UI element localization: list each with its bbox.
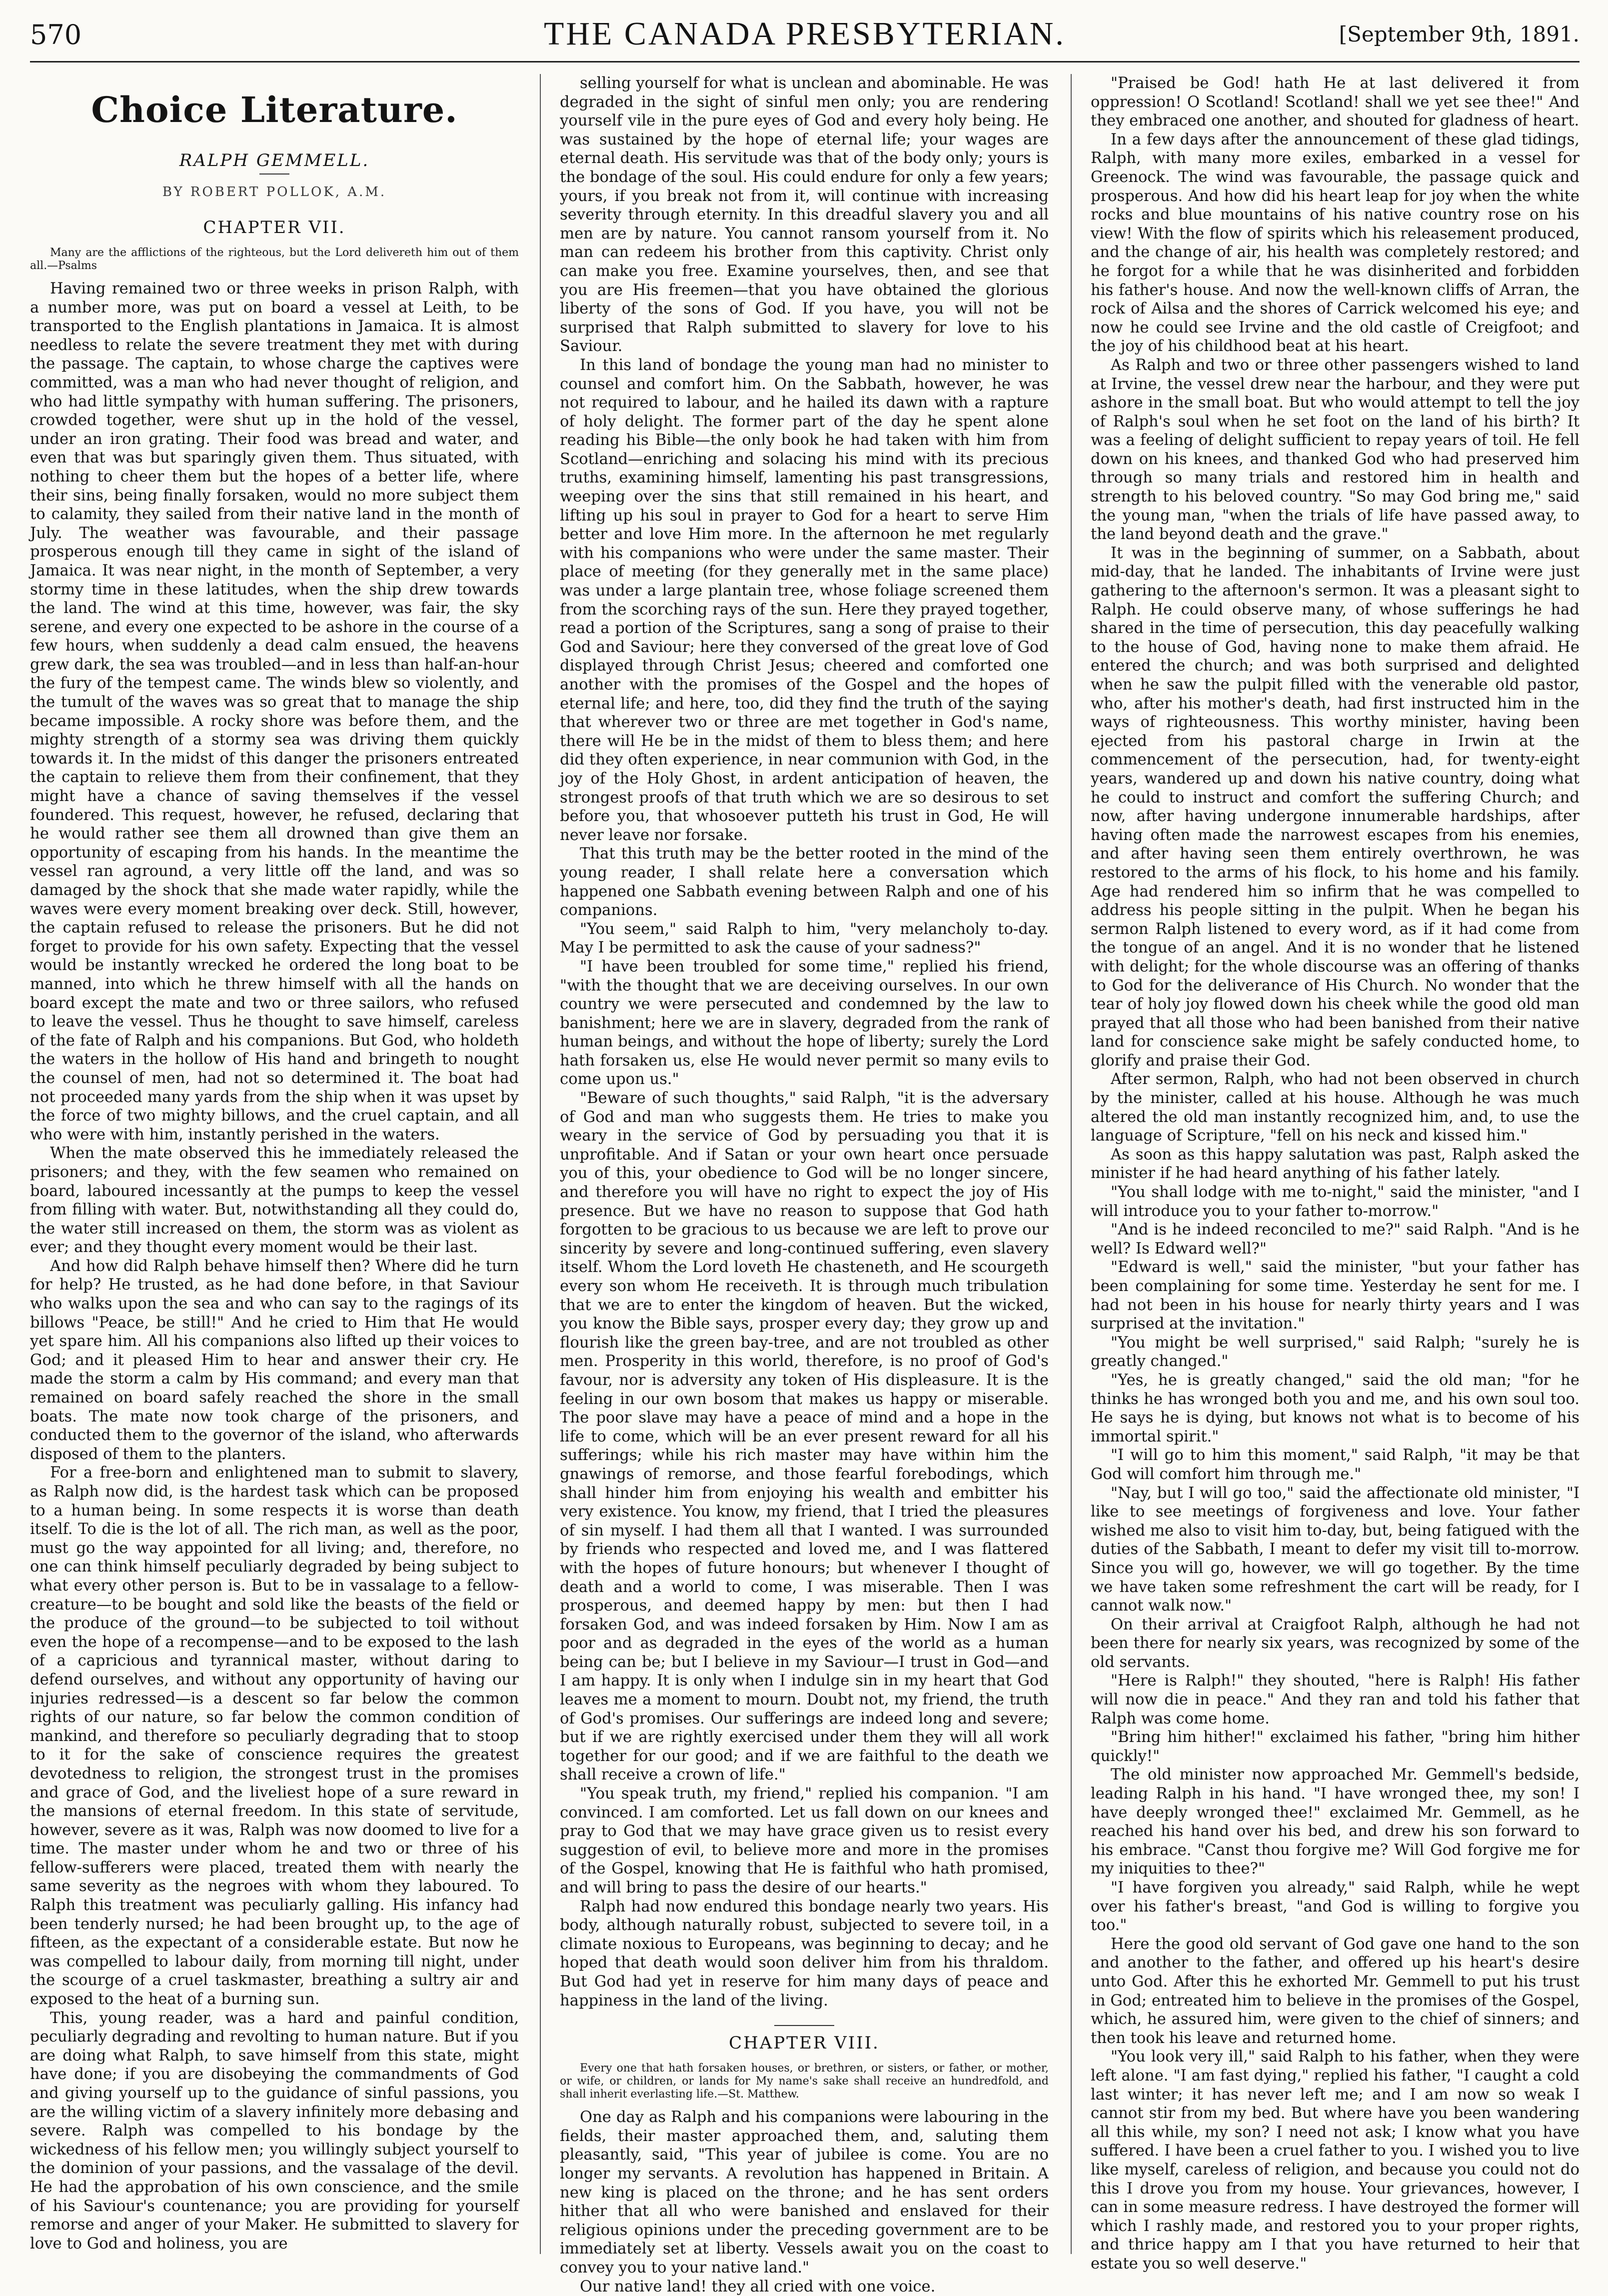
paragraph: "Beware of such thoughts," said Ralph, "it is the adversary of God and man who suggests them. He tries to make you weary in the service of God by persuading you that it is unprofitable. And if Satan or your own heart once persuade you of this, your obedience to God will be no longer sincere, and therefore you will have no right to expect the joy of His presence. But we have no reason to suppose that God hath forgotten to be gracious to us because we are left to prove our sincerity by severe and long-continued suffering, even slavery itself. Whom the Lord loveth He chasteneth, and He scourgeth every son whom He receiveth. It is through much tribulation that we are to enter the kingdom of heaven. But the wicked, you know the Bible says, prosper every day; they grow up and flourish like the green bay-tree, and are not troubled as other men. Prosperity in this world, therefore, is no proof of God's favour, nor is adversity any token of His displeasure. It is the feeling in our own bosom that makes us happy or miserable. The poor slave may have a peace of mind and a hope in the life to come, which will be an ever present reward for all his sufferings; while his rich master may have within him the gnawings of remorse, and those fearful forebodings, which shall hinder him from enjoying his wealth and embitter his very existence. You know, my friend, that I tried the pleasures of sin myself. I had them all that I wanted. I was surrounded by friends who respected and loved me, and I was flattered with the hopes of future honours; but whenever I thought of death and a world to come, I was miserable. Then I was prosperous, and deemed happy by men: but then I had forsaken God, and was indeed forsaken by Him. Now I am as poor and as degraded in the eyes of the world as a human being can be; but I believe in my Saviour—I trust in God—and I am happy. It is only when I indulge sin in my heart that God leaves me a moment to mourn. Doubt not, my friend, the truth of God's promises. Our sufferings are indeed long and severe; but if we are rightly exercised under them they will all work together for our good; and if we are faithful to the death we shall receive a crown of life." xyxy=(560,1089,1049,1784)
epigraph: Every one that hath forsaken houses, or brethren, or sisters, or father, or mother, or wife, or children, or lands for My name's sake shall receive an hundredfold, and shall inherit everlasting life.—St. Matthew. xyxy=(560,2062,1049,2101)
paragraph: "Praised be God! hath He at last delivered it from oppression! O Scotland! Scotland! shall we yet see thee!" And they embraced one another, and shouted for gladness of heart. xyxy=(1091,74,1580,130)
paragraph: "Here is Ralph!" they shouted, "here is Ralph! His father will now die in peace." And they ran and told his father that Ralph was come home. xyxy=(1091,1672,1580,1728)
section-title: Choice Literature. xyxy=(30,89,519,130)
byline: BY ROBERT POLLOK, A.M. xyxy=(30,184,519,200)
story-title: RALPH GEMMELL. xyxy=(30,150,519,170)
masthead-title: THE CANADA PRESBYTERIAN. xyxy=(30,15,1580,53)
newspaper-page xyxy=(30,15,1580,2265)
chapter-rule xyxy=(774,2025,834,2026)
paragraph: The old minister now approached Mr. Gemmell's bedside, leading Ralph in his hand. "I have wronged thee, my son! I have deeply wronged thee!" exclaimed Mr. Gemmell, as he reached his hand over his bed, and drew his son forward to his embrace. "Canst thou forgive me? Will God forgive me for my iniquities to thee?" xyxy=(1091,1766,1580,1878)
paragraph: selling yourself for what is unclean and abominable. He was degraded in the sight of sinful men only; you are rendering yourself vile in the pure eyes of God and every holy being. He was sustained by the hope of eternal life; your wages are eternal death. His servitude was that of the body only; yours is the bondage of the soul. His could endure for only a few years; yours, if you break not from it, will continue with increasing severity through eternity. In this dreadful slavery you and all men are by nature. You cannot ransom yourself from it. No man can redeem his brother from this captivity. Christ only can make you free. Examine yourselves, then, and see that you are His freemen—that you have obtained the glorious liberty of the sons of God. If you have, you will not be surprised that Ralph submitted to slavery for love to his Saviour. xyxy=(560,74,1049,356)
paragraph: "You might be well surprised," said Ralph; "surely he is greatly changed." xyxy=(1091,1334,1580,1371)
paragraph: "You look very ill," said Ralph to his father, when they were left alone. "I am fast dying," replied his father, "I caught a cold last winter; it has never left me; and I am now so weak I cannot stir from my bed. But where have you been wandering all this while, my son? I need not ask; I know what you have suffered. I have been a cruel father to you. I wished you to live like myself, careless of religion, and because you could not do this I drove you from my house. Your grievances, however, I can in some measure redress. I have destroyed the former will which I rashly made, and restored you to your proper rights, and thrice happy am I that you have returned to heir that estate you so well deserve." xyxy=(1091,2048,1580,2273)
paragraph: One day as Ralph and his companions were labouring in the fields, their master approached them, and, saluting them pleasantly, said, "This year of jubilee is come. You are no longer my servants. A revolution has happened in Britain. A new king is placed on the throne; and he has sent orders hither that all who were banished and enslaved for their religious opinions under the preceding government are to be immediately set at liberty. Vessels await you on the coast to convey you to your native land." xyxy=(560,2108,1049,2277)
paragraph: "I have been troubled for some time," replied his friend, "with the thought that we are deceiving ourselves. In our own country we were persecuted and condemned by the law to banishment; here we are in slavery, degraded from the rank of human beings, and without the hope of liberty; surely the Lord hath forsaken us, else He would never permit so many evils to come upon us." xyxy=(560,958,1049,1089)
paragraph: Here the good old servant of God gave one hand to the son and another to the father, and offered up his heart's desire unto God. After this he exhorted Mr. Gemmell to put his trust in God; entreated him to believe in the promises of the Gospel, which, he assured him, were given to the chief of sinners; and then took his leave and returned home. xyxy=(1091,1935,1580,2048)
paragraph: In this land of bondage the young man had no minister to counsel and comfort him. On the Sabbath, however, he was not required to labour, and he hailed its dawn with a rapture of holy delight. The former part of the day he spent alone reading his Bible—the only book he had taken with him from Scotland—enriching and solacing his mind with its precious truths, examining himself, lamenting his past transgressions, weeping over the sins that still remained in his heart, and lifting up his soul in prayer to God for a heart to serve Him better and love Him more. In the afternoon he met regularly with his companions who were under the same master. Their place of meeting (for they generally met in the same place) was under a large plantain tree, whose foliage screened them from the scorching rays of the sun. Here they prayed together, read a portion of the Scriptures, sang a song of praise to their God and Saviour; here they conversed of the great love of God displayed through Christ Jesus; cheered and comforted one another with the promises of the Gospel and the hopes of eternal life; and here, too, did they find the truth of the saying that wherever two or three are met together in God's name, there will He be in the midst of them to bless them; and here did they often experience, in near communion with God, in the joy of the Holy Ghost, in ardent anticipation of heaven, the strongest proofs of that truth which we are so desirous to set before you, that whosoever putteth his trust in God, He will never leave nor forsake. xyxy=(560,356,1049,844)
paragraph: "You shall lodge with me to-night," said the minister, "and I will introduce you to your father to-morrow." xyxy=(1091,1183,1580,1220)
paragraph: And how did Ralph behave himself then? Where did he turn for help? He trusted, as he had done before, in that Saviour who walks upon the sea and who can say to the ragings of its billows "Peace, be still!" And he cried to Him that He would yet spare him. All his companions also lifted up their voices to God; and it pleased Him to hear and answer their cry. He made the storm a calm by His command; and every man that remained on board safely reached the shore in the small boats. The mate now took charge of the prisoners, and conducted them to the governor of the island, who afterwards disposed of them to the planters. xyxy=(30,1257,519,1464)
column-1-body xyxy=(30,280,519,2253)
column-3-body xyxy=(1091,74,1580,2273)
paragraph: On their arrival at Craigfoot Ralph, although he had not been there for nearly six years, was recognized by some of the old servants. xyxy=(1091,1616,1580,1672)
issue-date: [September 9th, 1891. xyxy=(1339,22,1580,46)
paragraph: "Nay, but I will go too," said the affectionate old minister, "I like to see meetings of forgiveness and love. Your father wished me also to visit him to-day, but, being fatigued with the duties of the Sabbath, I meant to defer my visit till to-morrow. Since you will go, however, we will go together. By the time we have taken some refreshment the cart will be ready, for I cannot walk now." xyxy=(1091,1484,1580,1616)
page-number: 570 xyxy=(30,19,81,50)
paragraph: "And is he indeed reconciled to me?" said Ralph. "And is he well? Is Edward well?" xyxy=(1091,1220,1580,1258)
paragraph: For a free-born and enlightened man to submit to slavery, as Ralph now did, is the hardest task which can be proposed to a human being. In some respects it is worse than death itself. To die is the lot of all. The rich man, as well as the poor, must go the way appointed for all living; and, therefore, no one can think himself peculiarly degraded by being subject to what every other person is. But to be in vassalage to a fellow-creature—to be bought and sold like the beasts of the field or the produce of the ground—to be subjected to toil without even the hope of a recompense—and to be exposed to the lash of a capricious and tyrannical master, without daring to defend ourselves, and without any opportunity of having our injuries redressed—is a descent so far below the common rights of our nature, so far below the common condition of mankind, and therefore so peculiarly degrading that to stoop to it for the sake of conscience requires the greatest devotedness to religion, the strongest trust in the promises and grace of God, and the liveliest hope of a sure reward in the mansions of eternal freedom. In this state of servitude, however, severe as it was, Ralph was now doomed to live for a time. The master under whom he and two or three of his fellow-sufferers were placed, treated them with nearly the same severity as the negroes with whom they laboured. To Ralph this treatment was peculiarly galling. His infancy had been tenderly nursed; he had been brought up, to the age of fifteen, as the expectant of a considerable estate. But now he was compelled to labour daily, from morning till night, under the scourge of a cruel taskmaster, breathing a sultry air and exposed to the heat of a burning sun. xyxy=(30,1464,519,2008)
column-divider xyxy=(1071,74,1072,2254)
paragraph: As soon as this happy salutation was past, Ralph asked the minister if he had heard anything of his father lately. xyxy=(1091,1146,1580,1183)
paragraph: "You seem," said Ralph to him, "very melancholy to-day. May I be permitted to ask the cause of your sadness?" xyxy=(560,920,1049,958)
paragraph: As Ralph and two or three other passengers wished to land at Irvine, the vessel drew near the harbour, and they were put ashore in the small boat. But who would attempt to tell the joy of Ralph's soul when he set foot on the land of his birth? It was a feeling of delight sufficient to repay years of toil. He fell down on his knees, and thanked God who had preserved him through so many trials and restored him in health and strength to his beloved country. "So may God bring me," said the young man, "when the trials of life have passed away, to the land beyond death and the grave." xyxy=(1091,356,1580,544)
column-2-body xyxy=(560,74,1049,2010)
header-rule xyxy=(30,61,1580,62)
paragraph: That this truth may be the better rooted in the mind of the young reader, I shall relate here a conversation which happened one Sabbath evening between Ralph and one of his companions. xyxy=(560,844,1049,920)
chapter-heading: CHAPTER VII. xyxy=(30,218,519,238)
chapter-heading: CHAPTER VIII. xyxy=(560,2033,1049,2053)
column-2 xyxy=(560,74,1049,2259)
paragraph: Having remained two or three weeks in prison Ralph, with a number more, was put on board a vessel at Leith, to be transported to the English plantations in Jamaica. It is almost needless to relate the severe treatment they met with during the passage. The captain, to whose charge the captives were committed, was a man who had never thought of religion, and who had little sympathy with human suffering. The prisoners, crowded together, were shut up in the hold of the vessel, under an iron grating. Their food was bread and water, and even that was but sparingly given them. Thus situated, with nothing to cheer them but the hopes of a better life, where their sins, being finally forsaken, would no more subject them to calamity, they sailed from their native land in the month of July. The weather was favourable, and their passage prosperous enough till they came in sight of the island of Jamaica. It was near night, in the month of September, a very stormy time in these latitudes, when the ship drew towards the land. The wind at this time, however, was fair, the sky serene, and every one expected to be ashore in the course of a few hours, when suddenly a dead calm ensued, the heavens grew dark, the sea was troubled—and in less than half-an-hour the fury of the tempest came. The winds blew so violently, and the tumult of the waves was so great that to manage the ship became impossible. A rocky shore was before them, and the mighty strength of a stormy sea was driving them quickly towards it. In the midst of this danger the prisoners entreated the captain to relieve them from their confinement, that they might have a chance of saving themselves if the vessel foundered. This request, however, he refused, declaring that he would rather see them all drowned than give them an opportunity of escaping from his hands. In the meantime the vessel ran aground, a very little off the land, and was so damaged by the shock that she made water rapidly, while the waves were every moment breaking over deck. Still, however, the captain refused to release the prisoners. But he did not forget to provide for his own safety. Expecting that the vessel would be instantly wrecked he ordered the long boat to be manned, into which he threw himself with all the hands on board except the mate and two or three sailors, who refused to leave the vessel. Thus he thought to save himself, careless of the fate of Ralph and his companions. But God, who holdeth the waters in the hollow of His hand and bringeth to nought the counsel of men, had not so determined it. The boat had not proceeded many yards from the ship when it was upset by the force of two mighty billows, and the cruel captain, and all who were with him, instantly perished in the waters. xyxy=(30,280,519,1144)
paragraph: After sermon, Ralph, who had not been observed in church by the minister, called at his house. Although he was much altered the old man instantly recognized him, and, to use the language of Scripture, "fell on his neck and kissed him." xyxy=(1091,1070,1580,1145)
paragraph: "Yes, he is greatly changed," said the old man; "for he thinks he has wronged both you and me, and his own soul too. He says he is dying, but knows not what is to become of his immortal spirit." xyxy=(1091,1371,1580,1446)
page-header xyxy=(30,15,1580,60)
paragraph: This, young reader, was a hard and painful condition, peculiarly degrading and revolting to human nature. But if you are doing what Ralph, to save himself from this state, might have done; if you are disobeying the commandments of God and giving yourself up to the guidance of sinful passions, you are the willing victim of a slavery infinitely more debasing and severe. Ralph was compelled to his bondage by the wickedness of his fellow men; you willingly subject yourself to the dominion of your passions, and the vassalage of the devil. He had the approbation of his own conscience, and the smile of his Saviour's countenance; you are providing for yourself remorse and anger of your Maker. He submitted to slavery for love to God and holiness, you are xyxy=(30,2009,519,2254)
column-divider xyxy=(540,74,541,2254)
column-3 xyxy=(1091,74,1580,2259)
paragraph: When the mate observed this he immediately released the prisoners; and they, with the few seamen who remained on board, laboured incessantly at the pumps to keep the vessel from filling with water. But, notwithstanding all they could do, the water still increased on them, the storm was as violent as ever; and they thought every moment would be their last. xyxy=(30,1144,519,1257)
paragraph: It was in the beginning of summer, on a Sabbath, about mid-day, that he landed. The inhabitants of Irvine were just gathering to the afternoon's sermon. It was a pleasant sight to Ralph. He could observe many, of whose sufferings he had shared in the time of persecution, this day peacefully walking to the house of God, having none to make them afraid. He entered the church; and was both surprised and delighted when he saw the pulpit filled with the venerable old pastor, who, after his mother's death, had first instructed him in the ways of righteousness. This worthy minister, having been ejected from his pastoral charge in Irwin at the commencement of the persecution, had, for twenty-eight years, wandered up and down his native country, doing what he could to instruct and comfort the suffering Church; and now, after having undergone innumerable hardships, after having often made the narrowest escapes from his enemies, and after having seen them entirely overthrown, he was restored to the arms of his flock, to his home and his family. Age had rendered him so infirm that he was compelled to address his people sitting in the pulpit. When he began his sermon Ralph listened to every word, as if it had come from the tongue of an angel. And it is no wonder that he listened with delight; for the whole discourse was an offering of thanks to God for the deliverance of His Church. No wonder that the tear of holy joy flowed down his cheek while the good old man prayed that all those who had been banished from their native land for conscience sake might be safely conducted home, to glorify and praise their God. xyxy=(1091,544,1580,1070)
paragraph: "I will go to him this moment," said Ralph, "it may be that God will comfort him through me." xyxy=(1091,1446,1580,1484)
column-2-body-continued xyxy=(560,2108,1049,2296)
paragraph: "You speak truth, my friend," replied his companion. "I am convinced. I am comforted. Let us fall down on our knees and pray to God that we may have grace given us to resist every suggestion of evil, to believe more and more in the promises of the Gospel, knowing that He is faithful who hath promised, and will bring to pass the desire of our hearts." xyxy=(560,1784,1049,1898)
paragraph: "Edward is well," said the minister, "but your father has been complaining for some time. Yesterday he sent for me. I had not been in his house for nearly thirty years and I was surprised at the invitation." xyxy=(1091,1258,1580,1333)
paragraph: Ralph had now endured this bondage nearly two years. His body, although naturally robust, subjected to severe toil, in a climate noxious to Europeans, was beginning to decay; and he hoped that death would soon deliver him from his thraldom. But God had yet in reserve for him many days of peace and happiness in the land of the living. xyxy=(560,1898,1049,2010)
paragraph: In a few days after the announcement of these glad tidings, Ralph, with many more exiles, embarked in a vessel for Greenock. The wind was favourable, the passage quick and prosperous. And how did his heart leap for joy when the white rocks and blue mountains of his native country rose on his view! With the flow of spirits which his releasement produced, and the change of air, his health was completely restored; and he forgot for a while that he was disinherited and forbidden his father's house. And now the well-known cliffs of Arran, the rock of Ailsa and the shores of Carrick welcomed his eye; and now he could see Irvine and the old castle of Creigfoot; and the joy of his childhood beat at his heart. xyxy=(1091,130,1580,356)
paragraph: "Bring him hither!" exclaimed his father, "bring him hither quickly!" xyxy=(1091,1728,1580,1766)
paragraph: Our native land! they all cried with one voice. xyxy=(560,2278,1049,2296)
column-1 xyxy=(30,74,519,2259)
paragraph: "I have forgiven you already," said Ralph, while he wept over his father's breast, "and God is willing to forgive you too." xyxy=(1091,1878,1580,1935)
epigraph: Many are the afflictions of the righteous, but the Lord delivereth him out of them all.—Psalms xyxy=(30,246,519,272)
